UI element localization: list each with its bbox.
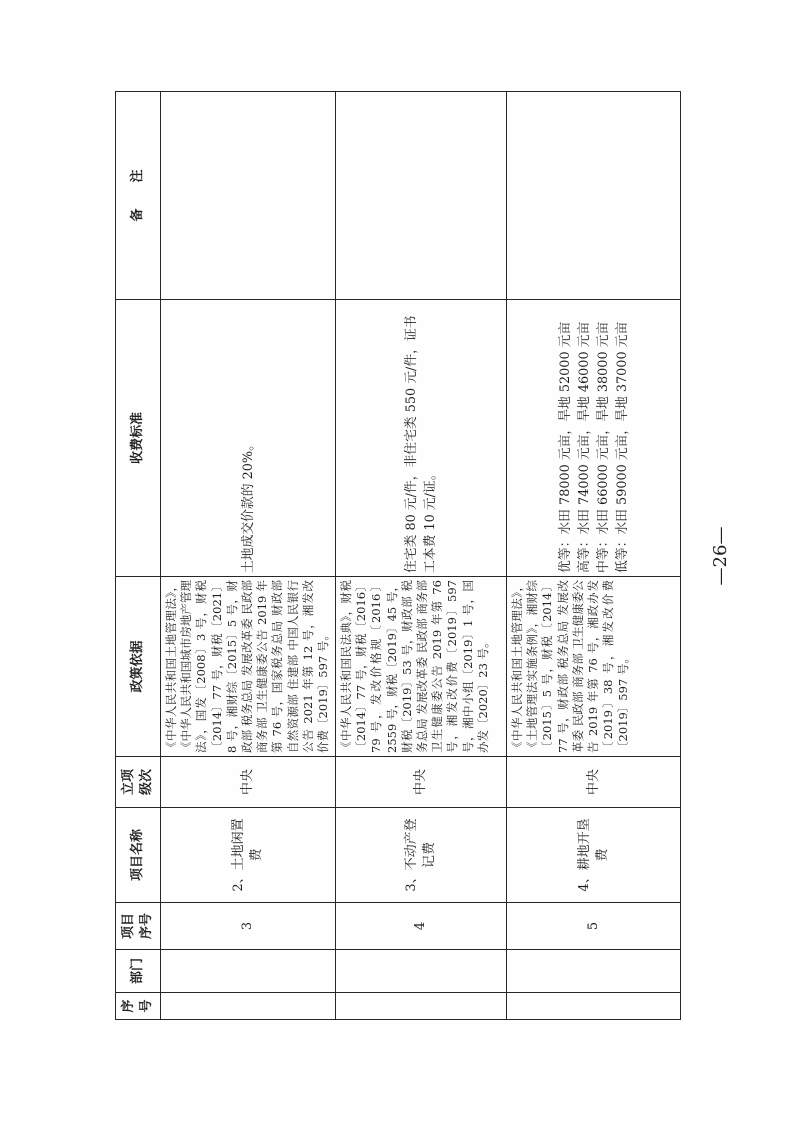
row-3-fee-cell [507, 299, 681, 576]
row-1-seq-cell [161, 992, 336, 1019]
row-3-fee-line-medium: 中等：水田 66000 元亩，旱地 38000 元亩 [595, 321, 611, 573]
row-2-item-no: 4 [413, 921, 428, 931]
row-2-fee-text [402, 304, 440, 573]
header-dept-cell [116, 949, 161, 992]
row-2-fee-cell [336, 299, 507, 576]
header-remarks-cell [116, 91, 161, 299]
row-3-policy-cell [507, 576, 681, 756]
row-3-item-name: 4、耕地开垦费 [576, 818, 610, 892]
row-3-item-name-cell [507, 807, 681, 902]
row-3-remarks-cell [507, 91, 681, 299]
row-1-fee-text [239, 304, 258, 573]
row-1-item-no-cell [161, 902, 336, 949]
row-1-fee-line: 土地成交价款的 20%。 [240, 438, 256, 573]
header-fee-standard-label: 收费标准 [130, 412, 145, 465]
row-1-dept-cell [161, 949, 336, 992]
header-level-label: 立项级次 [121, 768, 154, 795]
fee-table [115, 91, 681, 1020]
row-3-fee-line-high: 高等：水田 74000 元亩，旱地 46000 元亩 [576, 321, 592, 573]
row-2-policy-text: 《中华人民共和国民法典》，财税〔2014〕77 号，财税〔2016〕79 号，发改价格规〔2016〕2559 号，财税〔2019〕45 号，财税〔2019〕53 号，财政部 税务总局 发展改革委 民政部 商务部 卫生健康委公告 2019 年第 76 号，湘发改价费〔2019〕597 号，湘中小组〔2019〕1 号，国办发〔2020〕23 号。 [339, 580, 490, 753]
row-1-policy-text: 《中华人民共和国土地管理法》，《中华人民共和国城市房地产管理法》，国发〔2008〕3 号，财税〔2014〕77 号，财税〔2021〕8 号，湘财综〔2015〕5 号，财政部 税务总局 发展改革委 民政部 商务部 卫生健康委公告 2019 年第 76 号，国家税务总局 财政部 自然资源部 住建部 中国人民银行公告 2021 年第 12 号，湘发改价费〔2019〕597 号。 [164, 580, 331, 753]
row-3-dept-cell [507, 949, 681, 992]
header-fee-standard-cell [116, 299, 161, 576]
row-1-item-no: 3 [240, 921, 255, 931]
row-2-item-no-cell [336, 902, 507, 949]
header-seq-cell [116, 992, 161, 1019]
row-2-seq-cell [336, 992, 507, 1019]
page-number: —26— [710, 526, 731, 586]
row-3-fee-line-superior: 优等：水田 78000 元亩，旱地 52000 元亩 [557, 321, 573, 573]
row-2-item-name-cell [336, 807, 507, 902]
header-policy-label: 政策依据 [130, 640, 145, 693]
header-remarks-label: 备注 [130, 143, 145, 222]
row-1-item-name-cell [161, 807, 336, 902]
row-2-level-cell [336, 756, 507, 807]
row-1-item-name: 2、土地闲置费 [231, 818, 264, 892]
header-level-cell [116, 756, 161, 807]
row-2-remarks-cell [336, 91, 507, 299]
header-policy-cell [116, 576, 161, 756]
row-2-fee-line: 住宅类 80 元/件，非住宅类 550 元/件，证书工本费 10 元/证。 [404, 315, 438, 573]
header-item-name-cell [116, 807, 161, 902]
row-3-fee-text [556, 304, 632, 573]
row-3-seq-cell [507, 992, 681, 1019]
row-1-fee-cell [161, 299, 336, 576]
row-3-policy-text: 《中华人民共和国土地管理法》，《土地管理法实施条例》，湘财综〔2015〕5 号，财税〔2014〕77 号，财政部 税务总局 发展改革委 民政部 商务部 卫生健康委公告 2019 年第 76 号，湘政办发〔2019〕38 号，湘发改价费〔2019〕597 号。 [510, 580, 631, 753]
row-3-level-cell [507, 756, 681, 807]
header-item-no-label: 项目序号 [121, 912, 154, 939]
row-2-level: 中央 [413, 769, 428, 796]
header-item-name-label: 项目名称 [130, 829, 145, 882]
row-1-remarks-cell [161, 91, 336, 299]
header-dept-label: 部门 [130, 958, 145, 985]
row-3-item-no-cell [507, 902, 681, 949]
row-3-level: 中央 [585, 769, 601, 796]
header-seq-label: 序号 [121, 999, 154, 1013]
header-item-no-cell [116, 902, 161, 949]
row-3-item-no: 5 [585, 921, 601, 931]
row-1-level: 中央 [240, 769, 255, 796]
row-2-item-name: 3、不动产登记费 [404, 818, 437, 892]
row-3-fee-line-low: 低等：水田 59000 元亩，旱地 37000 元亩 [614, 321, 630, 573]
row-2-policy-cell [336, 576, 507, 756]
row-2-dept-cell [336, 949, 507, 992]
row-1-policy-cell [161, 576, 336, 756]
row-1-level-cell [161, 756, 336, 807]
